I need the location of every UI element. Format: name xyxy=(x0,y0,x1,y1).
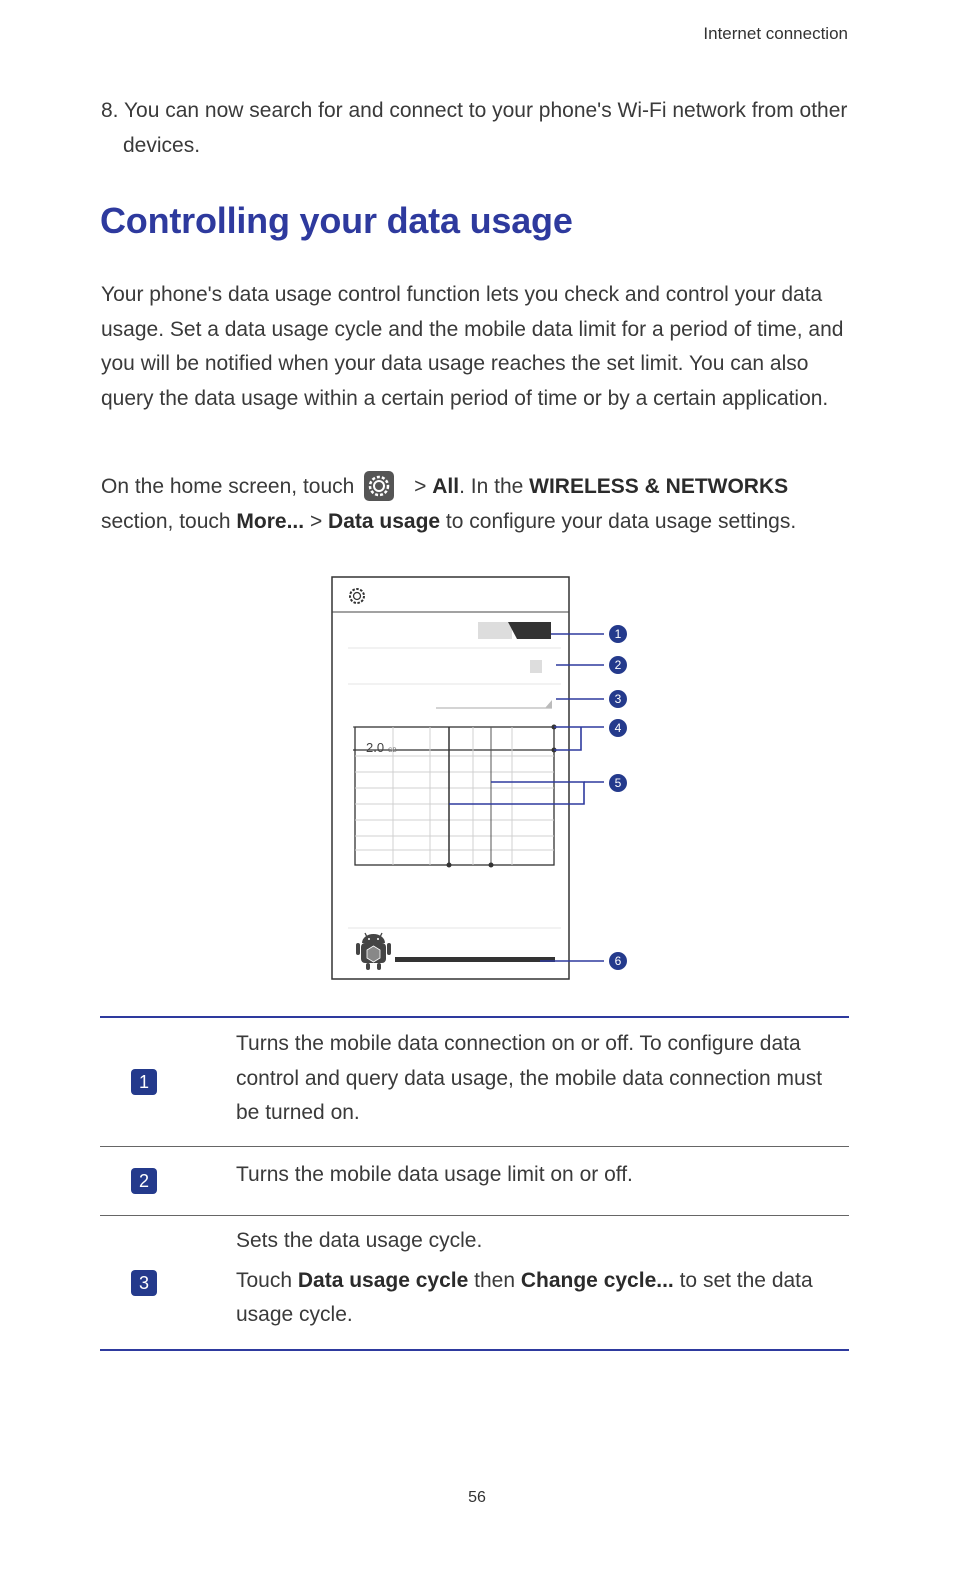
svg-text:1: 1 xyxy=(614,627,622,641)
instructions-text: On the home screen, touch xyxy=(101,475,355,498)
row-description-line: Touch Data usage cycle then Change cycle... to set the data usage cycle. xyxy=(236,1268,813,1326)
svg-text:3: 3 xyxy=(614,692,622,706)
settings-icon xyxy=(364,471,394,501)
svg-text:5: 5 xyxy=(614,776,622,790)
row-number-badge: 3 xyxy=(131,1270,157,1296)
row-description xyxy=(236,1216,849,1333)
row-description: Turns the mobile data connection on or off. To configure data control and query data usage, the mobile data connection must be turned on. xyxy=(236,1032,823,1124)
svg-text:6: 6 xyxy=(614,954,622,968)
legend-table xyxy=(100,1016,849,1351)
phone-screen-diagram xyxy=(330,576,640,984)
all-label: All xyxy=(432,475,460,498)
table-row xyxy=(100,1016,849,1147)
more-label: More... xyxy=(236,509,305,533)
wireless-networks-label: WIRELESS & NETWORKS xyxy=(529,475,789,498)
data-usage-cycle-label: Data usage cycle xyxy=(297,1268,469,1292)
row-description-line: Sets the data usage cycle. xyxy=(236,1229,483,1252)
callout-1 xyxy=(609,625,627,643)
callout-2 xyxy=(609,656,627,674)
graph-value-label: 2.0 xyxy=(366,740,385,755)
app-usage-bar xyxy=(395,957,555,962)
callout-3 xyxy=(609,690,627,708)
row-number-badge: 2 xyxy=(131,1168,157,1194)
row-number-badge: 1 xyxy=(131,1069,157,1095)
page-number: 56 xyxy=(468,1489,486,1506)
running-header: Internet connection xyxy=(703,24,848,43)
callout-4 xyxy=(609,719,627,737)
instructions-paragraph: On the home screen, touch > All. In the WIRELESS & NETWORKS section, touch More... > Data usage to configure your data usage settings. xyxy=(101,470,861,539)
step-8: 8. You can now search for and connect to your phone's Wi-Fi network from other devices. xyxy=(101,99,848,157)
section-title: Controlling your data usage xyxy=(100,200,573,241)
graph-unit-label: GB xyxy=(388,748,397,754)
svg-text:2: 2 xyxy=(614,658,622,672)
limit-checkbox xyxy=(530,660,542,673)
data-usage-label: Data usage xyxy=(328,509,441,533)
callout-5 xyxy=(609,774,627,792)
svg-text:4: 4 xyxy=(614,721,622,735)
table-row xyxy=(100,1216,849,1351)
mobile-data-toggle-off-part xyxy=(478,622,512,639)
intro-paragraph: Your phone's data usage control function lets you check and control your data usage. Set a data usage cycle and the mobile data limit for a period of time, and you will be notified when your data usage reaches the set limit. You can also query the data usage within a certain period of time or by a certain application. xyxy=(101,283,844,410)
change-cycle-label: Change cycle... xyxy=(520,1268,674,1292)
table-row xyxy=(100,1147,849,1216)
data-usage-screen-illustration xyxy=(330,576,640,984)
callout-6 xyxy=(609,952,627,970)
row-description: Turns the mobile data usage limit on or off. xyxy=(236,1163,633,1186)
